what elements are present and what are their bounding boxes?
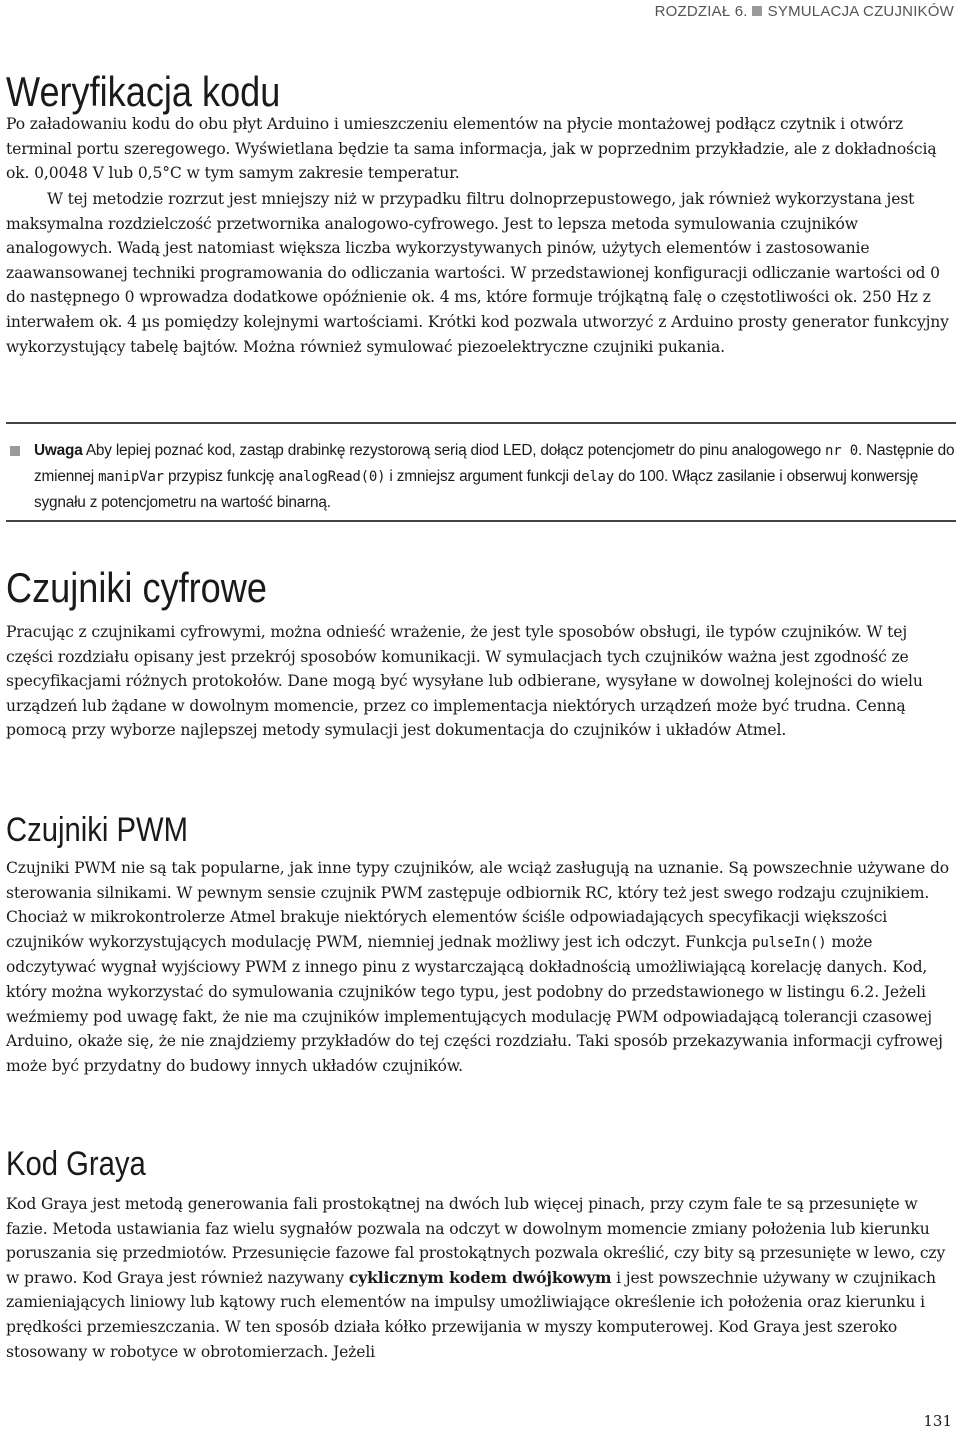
code-inline: nr 0: [825, 443, 858, 459]
paragraph-pwm-text-1: Czujniki PWM nie są tak popularne, jak inne typy czujników, ale wciąż zasługują na uznanie. Są powszechnie używane do sterowania silnikami. W pewnym sensie czujnik PWM zastępuje odbiornik RC, który też jest swego rodzaju czujnikiem. Chociaż w mikrokontrolerze Atmel brakuje niektórych elementów ściśle odpowiadających specyfikacji większości czujników wykorzystujących modulację PWM, niemniej jednak możliwy jest ich odczyt. Funkcja: [6, 859, 950, 951]
chapter-label: ROZDZIAŁ 6.: [654, 3, 748, 20]
paragraph-verify-2-text: W tej metodzie rozrzut jest mniejszy niż w przypadku filtru dolnoprzepustowego, jak również wykorzystana jest maksymalna rozdzielczość przetwornika analogowo-cyfrowego. Jest to lepsza metoda symulowania czujników analogowych. Wadą jest natomiast większa liczba wykorzystywanych pinów, użytych elementów i zastosowanie zaawansowanej techniki programowania do odliczania wartości. W przedstawionej konfiguracji odliczanie wartości od 0 do następnego 0 wprowadza dodatkowe opóźnienie ok. 4 ms, które formuje trójkątną falę o częstotliwości ok. 250 Hz z interwałem ok. 4 µs pomiędzy kolejnymi wartościami. Krótki kod pozwala utworzyć z Arduino prosty generator funkcyjny wykorzystujący tabelę bajtów. Można również symulować piezoelektryczne czujniki pukania.: [6, 190, 949, 356]
note-text-2: . Następnie do zmiennej: [34, 442, 955, 485]
section-title-czujniki-cyfrowe: Czujniki cyfrowe: [6, 564, 267, 611]
square-bullet-icon: [752, 6, 762, 16]
note-text: [34, 438, 956, 515]
code-inline: pulseIn(): [752, 934, 827, 951]
code-inline: manipVar: [98, 469, 164, 485]
chapter-title: SYMULACJA CZUJNIKÓW: [767, 3, 954, 20]
note-text-3: przypisz funkcję: [163, 468, 279, 485]
paragraph-verify-1: Po załadowaniu kodu do obu płyt Arduino i umieszczeniu elementów na płycie montażowej podłącz czytnik i otwórz terminal portu szeregowego. Wyświetlana będzie ta sama informacja, jak w poprzednim przykładzie, ale z dokładnością ok. 0,0048 V lub 0,5°C w tym samym zakresie temperatur.: [6, 115, 937, 183]
running-header: [655, 3, 954, 20]
note-text-4: i zmniejsz argument funkcji: [385, 468, 573, 485]
paragraph-pwm-text-2: może odczytywać wygnał wyjściowy PWM z innego pinu z wystarczającą dokładnością umożliwiającą korelację danych. Kod, który można wykorzystać do symulowania czujników tego typu, jest podobny do przedstawionego w listingu 6.2. Jeżeli weźmiemy pod uwagę fakt, że nie ma czujników implementujących modulację PWM odpowiadającą tolerancji czasowej Arduino, okaże się, że nie znajdziemy przykładów do tej części rozdziału. Taki sposób przekazywania informacji cyfrowej może być przydatny do budowy innych układów czujników.: [6, 932, 943, 1075]
paragraph-gray-text-2: i jest powszechnie używany w czujnikach zamieniających liniowy lub kątowy ruch elementów na impulsy umożliwiające określenie ich położenia oraz kierunku i prędkości przemieszczania. W ten sposób działa kółko przewijania w myszy komputerowej. Kod Graya jest szeroko stosowany w robotyce w obrotomierzach. Jeżeli: [6, 1268, 936, 1361]
note-box: [6, 422, 956, 522]
bold-term: cyklicznym kodem dwójkowym: [348, 1267, 612, 1287]
note-text-5: do 100. Włącz zasilanie i obserwuj konwersję sygnału z potencjometru na wartość binarną.: [34, 468, 919, 511]
code-inline: delay: [572, 469, 615, 485]
note-text-1: Aby lepiej poznać kod, zastąp drabinkę rezystorową serią diod LED, dołącz potencjometr do pinu analogowego: [82, 442, 826, 459]
section-title-weryfikacja: Weryfikacja kodu: [6, 68, 281, 115]
code-inline: analogRead(0): [278, 469, 386, 485]
paragraph-gray-text-1: Kod Graya jest metodą generowania fali prostokątnej na dwóch lub więcej pinach, przy czym fale te są przesunięte w fazie. Metoda ustawiania faz wielu sygnałów pozwala na odczyt w dowolnym momencie zmiany położenia lub kierunku poruszania się przedmiotów. Przesunięcie fazowe fal prostokątnych pozwala określić, czy bity są przesunięte w lewo, czy w prawo. Kod Graya jest również nazywany: [6, 1195, 946, 1287]
note-label: Uwaga: [34, 442, 83, 459]
paragraph-digital-1: Pracując z czujnikami cyfrowymi, można odnieść wrażenie, że jest tyle sposobów obsługi, ile typów czujników. W tej części rozdziału opisany jest przekrój sposobów komunikacji. W symulacjach tych czujników ważna jest zgodność ze specyfikacjami różnych protokołów. Dane mogą być wysyłane lub odbierane, wysyłane w dowolnej kolejności do wielu urządzeń lub żądane w dowolnym momencie, przez co implementacja niektórych urządzeń może być trudna. Cenną pomocą przy wyborze najlepszej metody symulacji jest dokumentacja do czujników i układów Atmel.: [6, 623, 923, 740]
paragraph-verify-2: [6, 187, 954, 359]
square-bullet-icon: [10, 446, 20, 456]
paragraph-pwm-1: [6, 856, 954, 1078]
section-title-kod-graya: Kod Graya: [6, 1145, 146, 1183]
section-title-czujniki-pwm: Czujniki PWM: [6, 811, 188, 849]
paragraph-gray-1: [6, 1192, 954, 1364]
page-number: 131: [923, 1412, 952, 1430]
